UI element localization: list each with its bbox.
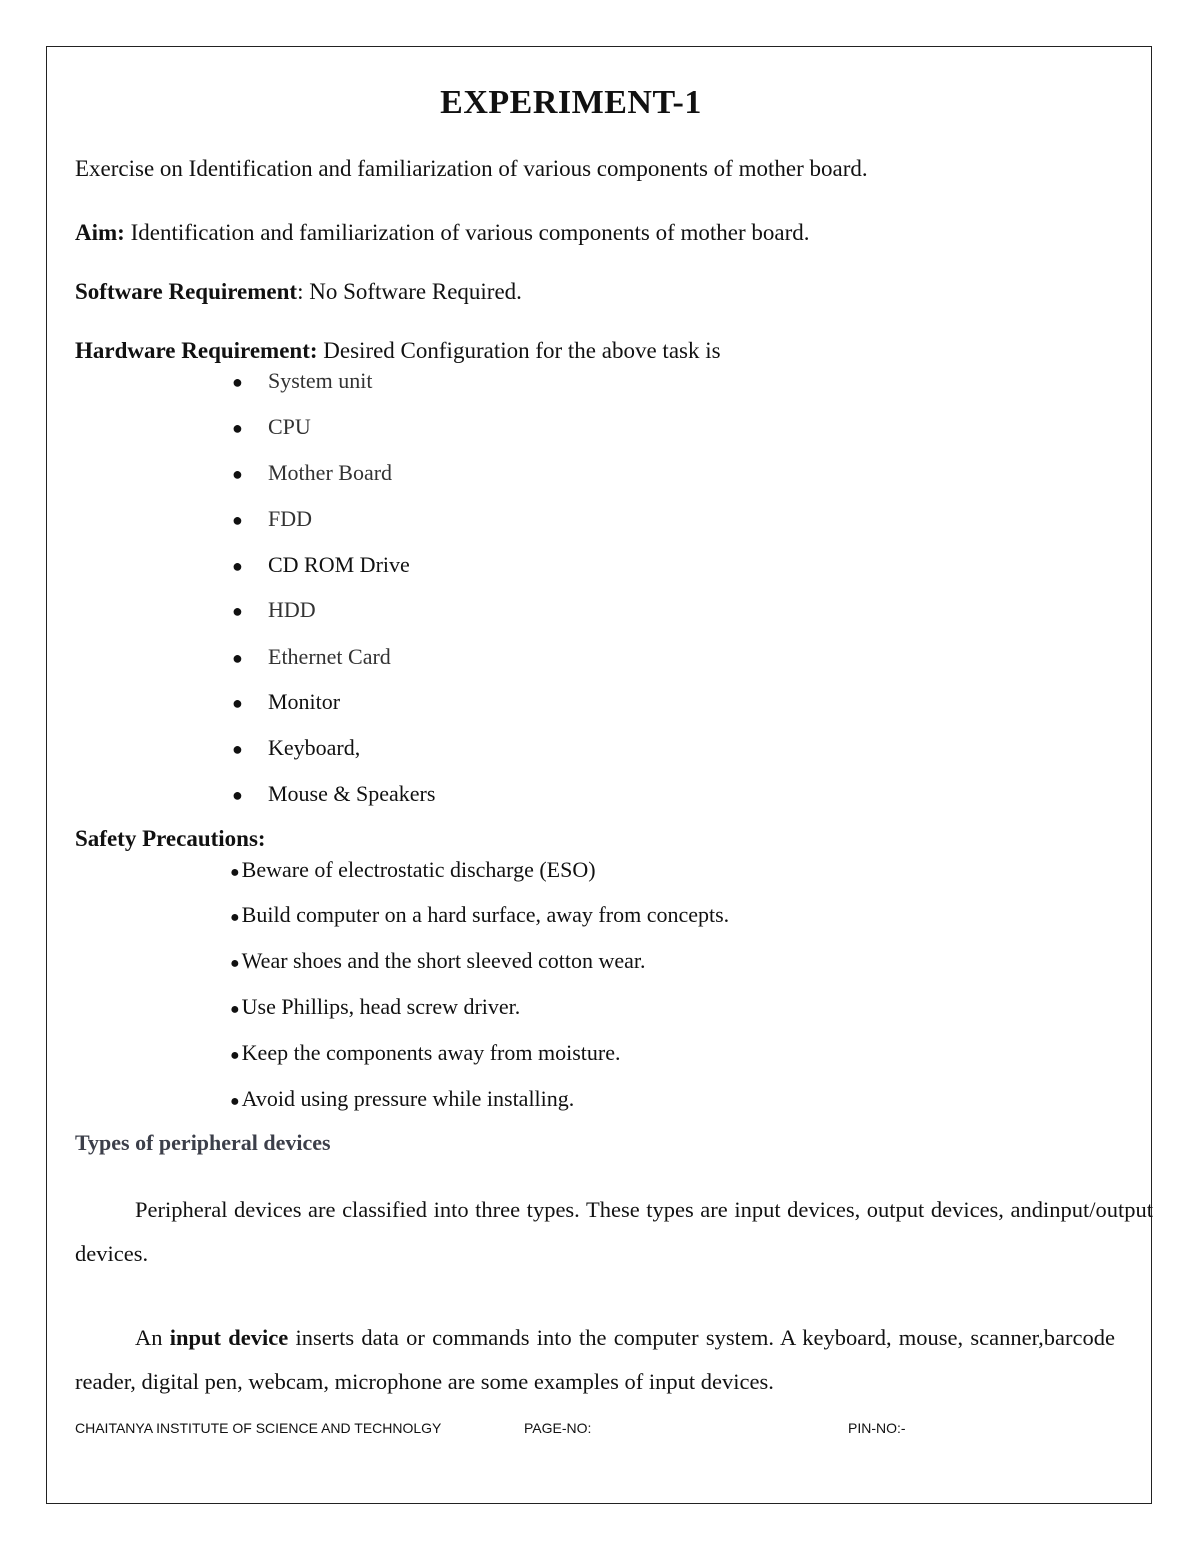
bullet-icon: ● [232, 601, 243, 621]
bullet-icon: ● [232, 739, 243, 759]
hardware-line [75, 338, 721, 364]
hardware-item: ● CPU [232, 414, 311, 439]
footer-pin-no: PIN-NO:- [848, 1420, 906, 1436]
software-line [75, 279, 522, 305]
page-title: EXPERIMENT-1 [440, 84, 702, 121]
bullet-icon: ● [232, 418, 243, 438]
safety-item: ●Avoid using pressure while installing. [230, 1086, 575, 1111]
page-border [46, 46, 1152, 1504]
bullet-icon: ● [230, 909, 240, 926]
safety-item: ●Keep the components away from moisture. [230, 1040, 621, 1065]
software-label: Software Requirement [75, 279, 298, 304]
peripheral-paragraph-2: An input device inserts data or commands into the computer system. A keyboard, mouse, scanner,barcode reader, digital pen, webcam, microphone are some examples of input devices. [75, 1325, 1116, 1394]
input-device-term: input device [169, 1325, 289, 1350]
safety-item: ●Build computer on a hard surface, away from concepts. [230, 902, 730, 927]
safety-item: ●Use Phillips, head screw driver. [230, 994, 521, 1019]
bullet-icon: ● [230, 1001, 240, 1018]
hardware-item: ● Monitor [232, 689, 341, 714]
bullet-icon: ● [230, 864, 240, 881]
safety-heading: Safety Precautions: [75, 826, 266, 851]
hardware-item: ● System unit [232, 368, 373, 393]
bullet-icon: ● [232, 785, 243, 805]
hardware-item: ● Mother Board [232, 460, 393, 485]
hardware-item: ● CD ROM Drive [232, 552, 410, 577]
bullet-icon: ● [232, 556, 243, 576]
hardware-item: ● Mouse & Speakers [232, 781, 436, 806]
peripheral-heading: Types of peripheral devices [75, 1130, 331, 1155]
hardware-item: ● HDD [232, 597, 316, 622]
bullet-icon: ● [230, 1047, 240, 1064]
bullet-icon: ● [232, 464, 243, 484]
hardware-text: Desired Configuration for the above task is [317, 338, 721, 363]
exercise-line: Exercise on Identification and familiarization of various components of mother board. [75, 156, 868, 181]
software-text: : No Software Required. [297, 279, 522, 304]
bullet-icon: ● [232, 510, 243, 530]
bullet-icon: ● [232, 648, 243, 668]
peripheral-paragraph-1: Peripheral devices are classified into three types. These types are input devices, output devices, andinput/output devices. [75, 1197, 1153, 1266]
bullet-icon: ● [232, 693, 243, 713]
footer-institute: CHAITANYA INSTITUTE OF SCIENCE AND TECHNOLGY [75, 1420, 442, 1436]
hardware-item: ● Ethernet Card [232, 644, 391, 669]
aim-line [75, 220, 810, 246]
hardware-label: Hardware Requirement: [75, 338, 318, 363]
aim-text: Identification and familiarization of various components of mother board. [124, 220, 810, 245]
aim-label: Aim: [75, 220, 125, 245]
bullet-icon: ● [230, 1093, 240, 1110]
hardware-item: ● FDD [232, 506, 313, 531]
safety-item: ●Wear shoes and the short sleeved cotton wear. [230, 948, 646, 973]
bullet-icon: ● [230, 955, 240, 972]
bullet-icon: ● [232, 372, 243, 392]
footer-page-no: PAGE-NO: [524, 1420, 592, 1436]
safety-item: ●Beware of electrostatic discharge (ESO) [230, 857, 596, 882]
hardware-item: ● Keyboard, [232, 735, 361, 760]
